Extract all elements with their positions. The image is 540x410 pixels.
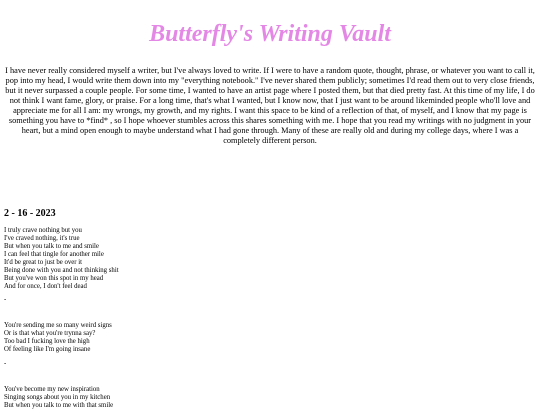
poem-stanza-1 — [4, 227, 304, 291]
poem-line: I truly crave nothing but you — [4, 227, 82, 234]
poem-line: But when you talk to me and smile — [4, 243, 99, 250]
poem-line: Or is that what you're trynna say? — [4, 330, 96, 337]
poem-line: Of feeling like I'm going insane — [4, 346, 91, 353]
poem-line: I've craved nothing, it's true — [4, 235, 80, 242]
intro-paragraph: I have never really considered myself a writer, but I've always loved to write. If I were to have a random quote, thought, phrase, or whatever you want to call it, pop into my head, I would write them down into my "everything notebook." I've never shared them publicly; sometimes I'd read them out to very close friends, but it never surpassed a couple people. For some time, I wanted to have an artist page where I posted them, but that died pretty fast. At this time of my life, I do not think I want fame, glory, or praise. For a long time, that's what I wanted, but I know now, that I just want to be around likeminded people who'll love and appreciate me for all I am: my wrongs, my growth, and my rights. I want this space to be kind of a reflection of that, of myself, and I know that my page is something you have to *find* , so I hope whoever stumbles across this shares something with me. I hope that you read my writings with no judgment in your heart, but a mind open enough to maybe understand what I had gone through. Many of these are really old and during my college days, where I was a completely different person. — [5, 66, 535, 145]
poem-line: I can feel that tingle for another mile — [4, 251, 104, 258]
poem-stanza-3 — [4, 386, 304, 410]
poem-line: And for once, I don't feel dead — [4, 283, 87, 290]
entry-date-heading: 2 - 16 - 2023 — [4, 208, 56, 219]
poem-line: But when you talk to me with that smile — [4, 402, 114, 409]
poem-line: Singing songs about you in my kitchen — [4, 394, 111, 401]
stanza-separator: - — [4, 296, 7, 303]
poem-line: Being done with you and not thinking shit — [4, 267, 119, 274]
stanza-separator: - — [4, 360, 7, 367]
poem-stanza-2 — [4, 322, 304, 354]
poem-line: You've become my new inspiration — [4, 386, 100, 393]
poem-line: It'd be great to just be over it — [4, 259, 83, 266]
poem-line: Too bad I fucking love the high — [4, 338, 90, 345]
site-title: Butterfly's Writing Vault — [149, 21, 391, 47]
poem-line: But you've won this spot in my head — [4, 275, 104, 282]
poem-line: You're sending me so many weird signs — [4, 322, 112, 329]
